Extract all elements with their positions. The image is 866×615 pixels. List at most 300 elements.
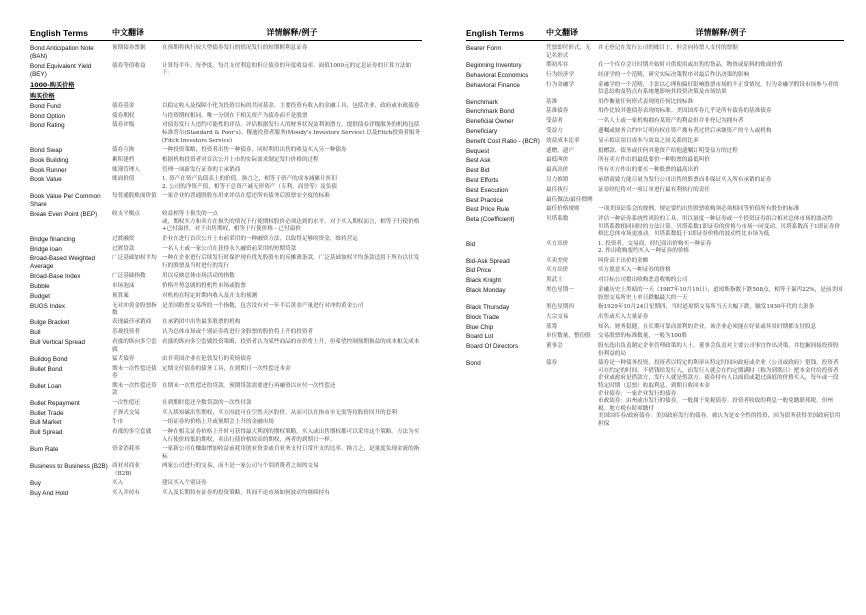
term-detail-line: 市政债券：由州或市发行的债券。一般属于免税债券。投资者收取的利息一般免缴联邦税，但州税、地方税有时须缴付: [598, 398, 833, 412]
term-detail-line: 是美国股票交易所的一个指数，包含没有对一年半后黄金产量进行对冲的黄金公司: [162, 302, 364, 309]
term-chinese: 单位数量，整份股: [546, 333, 591, 340]
term-row: [30, 63, 422, 79]
term-row: [30, 147, 422, 155]
term-detail-line: 2. 公司的净资产值，相等于总资产减无形资产（专利、商誉等）及负债: [162, 183, 337, 190]
term-english: Bridge loan: [30, 245, 62, 253]
term-detail: [162, 400, 422, 408]
term-row: [30, 446, 422, 461]
term-detail: [598, 82, 844, 97]
term-detail-line: 承销商致力能尽量为发行公司出售的股票而非保证买入所有承销的证券: [598, 176, 772, 183]
term-row: [30, 167, 422, 175]
term-detail-line: 1. 资产在资产负债表上的价值。换言之，相等于资产的成本减累计折旧: [162, 176, 337, 183]
term-english: Book Value: [30, 176, 62, 184]
term-chinese: 过渡贷款: [112, 245, 135, 252]
right-term-list: [466, 45, 844, 429]
term-detail-line: 美国国库券/政府债券：美国政府发行的债券。被认为是安全性的投资，因为债务获得美国政府信用担保: [598, 413, 841, 427]
term-chinese: 买卖差价: [546, 257, 569, 264]
term-detail-line: 用作比较其他债券表现的标准。美国国库券几乎是所有债券的基准债券: [598, 108, 772, 115]
term-detail: [162, 410, 422, 418]
term-chinese: 行为金融学: [546, 81, 574, 88]
term-detail: [162, 319, 422, 327]
term-detail: [598, 360, 844, 428]
term-chinese: 期末一次性偿还债券: [112, 365, 157, 380]
term-english: Break Even Point (BEP): [30, 211, 98, 219]
term-english: BUGS Index: [30, 302, 65, 310]
term-detail: [162, 490, 422, 498]
term-detail: [598, 108, 844, 116]
term-chinese: 收支平衡点: [112, 211, 140, 218]
term-row: [466, 333, 844, 341]
term-chinese: 基准债券: [546, 108, 569, 115]
term-chinese: 尽力推销: [546, 176, 569, 183]
term-detail: [162, 283, 422, 291]
term-detail-line: 用作衡量任何形式表现的任何比较标准: [598, 98, 694, 105]
term-english: Bond Rating: [30, 122, 65, 130]
term-detail: [598, 314, 844, 322]
term-english: Beta (Coefficient): [466, 216, 515, 224]
term-row: [466, 187, 844, 195]
term-row: [466, 287, 844, 302]
term-chinese: 黑色星期一: [546, 287, 574, 294]
term-detail-line: 在到期时偿还全数贷款的一次性付款: [162, 399, 252, 406]
term-detail-line: 一家企业的普通股股东用来评估在偿还所有债务后股票安全度的标准: [162, 193, 330, 200]
term-chinese: 每普通股账面价值: [112, 193, 157, 200]
term-english: Bull Vertical Spread: [30, 339, 85, 347]
term-row: [466, 157, 844, 165]
term-english: Benchmark: [466, 98, 498, 106]
term-row: [30, 246, 422, 254]
term-detail-line: 与投资期权相同，唯一分别在于相关资产为债券而不是股票: [162, 112, 308, 119]
term-detail: [598, 167, 844, 175]
term-detail: [598, 197, 844, 205]
term-english: Bequest: [466, 147, 490, 155]
term-english: Book Value Per Common Share: [30, 193, 101, 209]
term-row: [466, 62, 844, 70]
term-chinese: 受益方: [546, 127, 563, 134]
term-row: [30, 400, 422, 408]
term-english: Beneficiary: [466, 127, 498, 135]
term-english: Bullet Trade: [30, 409, 64, 417]
term-row: [466, 177, 844, 185]
term-english: Best Execution: [466, 186, 509, 194]
term-english: Bull Spread: [30, 429, 63, 437]
term-detail: [598, 343, 844, 358]
term-detail-line: 经济学的一个范畴，研究实际决策程序对最后作出决策的影响: [598, 71, 750, 78]
header-details: 详情解释/例子: [266, 28, 318, 37]
term-english: Bid: [466, 240, 476, 248]
term-chinese: 广泛基础指数: [112, 273, 146, 280]
term-detail-line: 股东选出负责制定企业管理政策的人士。董事会负责对主要公司事宜作出决策，并挖掘间接投资股份利益的局: [598, 343, 839, 357]
term-english: Best Bid: [466, 167, 490, 175]
term-english: Behavioral Finance: [466, 81, 520, 89]
term-english: Bid-Ask Spread: [466, 257, 510, 265]
term-row: [30, 303, 422, 318]
term-english: Bond Fund: [30, 102, 61, 110]
term-english: Bond Option: [30, 112, 66, 120]
term-detail-line: 评估一种证券系统性风险的工具，用以量度一种证券或一个投资证券组合相对总体市场的波动性: [598, 216, 833, 223]
header-rule: [466, 40, 844, 41]
term-detail-line: 叫价高于出价的金额: [598, 257, 649, 264]
term-detail-line: 债券是一种债务投资，投资者以特定的利率从特定时间向政府或企业（公司或政府）借钱。投资者可在约定的时间，不借钱给发行人，而发行人就会在约定期满时（称为到期日）把本金付给投资者: [598, 360, 839, 374]
term-english: Beneficial Owner: [466, 118, 514, 126]
term-detail-line: 由非英国企业在伦敦发行的英镑债券: [162, 356, 252, 363]
term-chinese: 一次性偿还: [112, 399, 140, 406]
term-chinese: 最佳执行: [546, 186, 569, 193]
term-chinese: 债券: [546, 360, 558, 367]
term-chinese: 商业对商业（B2B): [112, 463, 140, 477]
term-detail: [162, 383, 422, 398]
term-row: [30, 45, 422, 61]
term-row: [30, 429, 422, 444]
term-row: [466, 72, 844, 80]
term-detail-line: 价格升势急剧的投机性市场或股票: [162, 282, 246, 289]
term-row: [466, 258, 844, 266]
term-english: Behavioral Economics: [466, 71, 529, 79]
term-row: [466, 45, 844, 60]
term-english: Blue Chip: [466, 323, 494, 331]
term-detail-line: 认为总体市场或个别证券将进行金股票的股价将上升的投资者: [162, 329, 314, 336]
term-detail-line: 企业在进行首次公开上市前采用的一种融资方法，以取得足够的资金，维持营运: [162, 235, 358, 242]
term-detail: [598, 72, 844, 80]
section-label: 1000-购买价格: [30, 81, 75, 89]
term-row: [30, 339, 422, 354]
term-detail: [598, 267, 844, 275]
term-detail: [162, 211, 422, 234]
term-row: [466, 314, 844, 322]
term-detail-line: 在预期将执行较大型债券发行的情况发行的短期附利息证券: [162, 45, 308, 51]
term-english: Bulldog Bond: [30, 356, 68, 364]
term-chinese: 效益成本比率: [546, 137, 580, 144]
term-row: [466, 324, 844, 332]
term-row: [466, 343, 844, 358]
term-row: [30, 293, 422, 301]
term-chinese: 市场泡沫: [112, 282, 135, 289]
term-detail-line: 显示拟议项目成本与效益之间关系的比率: [598, 137, 699, 144]
term-row: [466, 118, 844, 126]
term-chinese: 资金消耗率: [112, 446, 140, 453]
term-chinese: 最佳价格规则: [546, 206, 580, 213]
term-detail: [162, 246, 422, 254]
term-row: [30, 319, 422, 327]
term-english: Bond Swap: [30, 146, 63, 154]
term-chinese: 账面价值: [112, 176, 135, 183]
term-detail-line: 在一个库存会计时期开始时可供使用或出售的货品，物资或原料的账面价值: [598, 61, 783, 68]
term-chinese: 黑武士: [546, 277, 563, 284]
term-row: [30, 176, 422, 191]
term-english: Buy And Hold: [30, 489, 69, 497]
term-detail-line: 金融历史上黑暗的一天（1987年10月19日），道琼斯指数下跌508点，相等于暴泻22%，是前美国股票交易所史上单日跌幅最大的一天: [598, 287, 843, 301]
term-row: [30, 480, 422, 488]
term-row: [30, 383, 422, 398]
term-detail: [162, 429, 422, 444]
term-detail-line: 一种在企业进行后续发行时保护现有优先股股东的反摊薄条款。广泛基础加权平均条款适用于所有以往发行的股票及当时进行的发行: [162, 255, 420, 269]
term-row: [30, 193, 422, 209]
left-column: [30, 24, 422, 500]
term-detail: [598, 324, 844, 332]
term-english: Best Practice: [466, 196, 504, 204]
term-english: Best Price Rule: [466, 206, 510, 214]
term-row: [30, 410, 422, 418]
term-chinese: 债券等值收益: [112, 62, 146, 69]
term-detail-line: 对债券发行人违约可能性的评估。评估根据发行人的财务状况及利润潜力。提供债券评级服务的机构包括标准普尔(Standard & Poor's)、穆迪投资者服务(Moody's Investors Service) 以及Fitch投资者服务 (Fitch Investors Service): [162, 122, 421, 144]
term-chinese: 无对冲黄金股票指数: [112, 302, 157, 317]
term-chinese: 表现最佳承销商: [112, 319, 152, 326]
term-detail: [162, 236, 422, 244]
term-row: [30, 419, 422, 427]
term-english: Bridge financing: [30, 235, 76, 243]
term-detail: [598, 118, 844, 126]
term-detail-line: 管理一项新发行证券的主承销商: [162, 166, 241, 173]
term-row: [30, 255, 422, 271]
term-detail: [598, 138, 844, 146]
term-row: [466, 360, 844, 428]
term-english: Bulge Bracket: [30, 319, 70, 327]
term-row: [466, 206, 844, 214]
term-detail-line: 并无登记在发行公司的账目上，但会向持票人支付的票据: [598, 45, 738, 51]
header-details: 详情解释/例子: [695, 28, 747, 37]
term-detail: [162, 122, 422, 145]
term-detail-line: 定期支付债券的债务工具，在到期日一次性偿还本金: [162, 365, 291, 372]
term-english: Bullet Bond: [30, 365, 63, 373]
term-detail: [162, 463, 422, 478]
term-chinese: 债券基金: [112, 102, 135, 109]
term-detail-line: 企业债券：一家企业发行的债券: [598, 390, 677, 397]
term-row: [466, 277, 844, 285]
term-english: Bull: [30, 329, 41, 337]
term-detail-line: 指1929年10月24日星期四，当时道琼斯交易所当天大幅下跌，触发1930年代的大萧条: [598, 304, 815, 311]
term-chinese: 期末一次性偿还贷款: [112, 382, 157, 397]
term-chinese: 子弹式交易: [112, 409, 140, 416]
term-row: [466, 99, 844, 107]
term-chinese: 债券互换: [112, 146, 135, 153]
term-row: [30, 283, 422, 291]
term-english: Book Building: [30, 156, 69, 164]
right-header-row: [466, 24, 844, 38]
term-detail-line: 所有买方作出的要买一种股票的最高出价: [598, 167, 699, 174]
term-detail-line: 所有卖方作出的最低要价一种股票的最低叫价: [598, 157, 710, 164]
term-english: Black Knight: [466, 277, 502, 285]
term-detail: [598, 45, 844, 60]
term-english: Best Ask: [466, 157, 491, 165]
term-chinese: 黑色星期四: [546, 304, 574, 311]
term-detail: [162, 193, 422, 209]
term-english: Black Thursday: [466, 304, 510, 312]
term-english: Book Runner: [30, 166, 67, 174]
term-row: [466, 216, 844, 239]
term-row: [466, 167, 844, 175]
term-detail: [162, 329, 422, 337]
term-english: Bullet Loan: [30, 382, 62, 390]
term-detail: [598, 177, 844, 185]
term-detail: [162, 157, 422, 165]
term-detail: [162, 103, 422, 111]
term-detail-line: 以稳定收入及保障小化为投资目标的共同基金。主要投资有收入的金融工具，包括企业、政府或市政债券: [162, 102, 420, 109]
term-row: [30, 356, 422, 364]
term-english: Bull Market: [30, 419, 62, 427]
term-english: Board Lot: [466, 333, 494, 341]
term-detail-line: 2. 作出收购要约买入一种证券的价格: [598, 248, 690, 255]
term-detail: [162, 293, 422, 301]
right-column: [466, 24, 844, 430]
term-row: [466, 304, 844, 312]
term-english: Broad-Base Index: [30, 273, 81, 281]
term-chinese: 最佳做法/最佳惯例: [546, 196, 593, 203]
term-english: Bond Anticipation Note (BAN): [30, 45, 94, 60]
term-detail: [598, 148, 844, 156]
term-chinese: 预期债券票据: [112, 45, 146, 51]
term-detail: [162, 419, 422, 427]
term-row: [466, 197, 844, 205]
term-detail: [162, 176, 422, 191]
term-detail: [598, 287, 844, 302]
term-detail: [598, 216, 844, 239]
term-chinese: 最低叫价: [546, 157, 569, 164]
term-detail: [598, 99, 844, 107]
term-chinese: 买入: [112, 480, 124, 487]
term-detail: [162, 113, 422, 121]
term-chinese: 受益者: [546, 118, 563, 125]
term-detail-line: 两家公司进行的交易，而不是一家公司与个别消费者之间的交易: [162, 463, 319, 470]
term-detail-line: 1. 投资者、交易商，经纪商出价购买一种证券: [598, 240, 712, 247]
term-chinese: 行为经济学: [546, 71, 574, 78]
term-english: Block Trade: [466, 313, 500, 321]
term-detail: [598, 258, 844, 266]
term-detail-line: 在期末一次性偿还的贷款。预期贷款需要进行再融资以应付一次性偿还: [162, 382, 336, 389]
term-detail: [598, 187, 844, 195]
term-chinese: 最高出价: [546, 167, 569, 174]
term-detail: [598, 206, 844, 214]
term-chinese: 债券期权: [112, 112, 135, 119]
term-english: Beginning Inventory: [466, 61, 522, 69]
term-english: Bond: [466, 360, 481, 368]
term-detail: [162, 366, 422, 381]
term-row: [466, 108, 844, 116]
term-detail: [162, 446, 422, 461]
term-detail: [162, 273, 422, 281]
term-chinese: 蓝筹: [546, 323, 558, 330]
term-detail-line: 一组证券的价格上升或预期会上升的金融市场: [162, 419, 274, 426]
term-row: [466, 267, 844, 275]
term-chinese: 乐观投资者: [112, 329, 140, 336]
term-row: [30, 236, 422, 244]
term-detail: [598, 62, 844, 70]
term-chinese: 大宗交易: [546, 313, 569, 320]
term-detail-line: 根据机构投资者对首次公开上市的实际需求制定发行价格的过程: [162, 156, 319, 163]
term-detail: [162, 255, 422, 271]
term-chinese: 遗赠，遗产: [546, 147, 574, 154]
term-detail: [598, 304, 844, 312]
term-row: [466, 82, 844, 97]
term-english: Board Of Directors: [466, 343, 519, 351]
term-english: Best Efforts: [466, 176, 499, 184]
term-english: Benchmark Bond: [466, 108, 515, 116]
term-row: [466, 138, 844, 146]
term-chinese: 看涨的多空套戥: [112, 429, 152, 436]
term-detail: [162, 480, 422, 488]
header-rule: [30, 40, 422, 41]
term-detail: [598, 241, 844, 256]
term-detail-line: 一名人士或一家公司在获得永久融资前采用的短期贷款: [162, 245, 297, 252]
term-row: [30, 490, 422, 498]
term-chinese: 买入并持有: [112, 489, 140, 496]
term-row: [30, 122, 422, 145]
term-detail-line: 出售或买入大量证券: [598, 313, 649, 320]
term-english: Business to Business (B2B): [30, 463, 108, 471]
term-chinese: 凭票即付形式，无记名形式: [546, 45, 591, 59]
left-header-row: [30, 24, 422, 38]
term-detail-line: 看涨的纵向多空套戥投资策略，投资者认为某些商品的市价将上升，但希望控制预期损益的成本相关成本: [162, 339, 420, 346]
term-row: [30, 113, 422, 121]
term-english: Black Monday: [466, 287, 506, 295]
term-row: [30, 273, 422, 281]
term-detail-line: 建议买入个别证券: [162, 480, 207, 487]
term-detail-line: 对机构在特定时期内收入及开支的预测: [162, 292, 258, 299]
term-chinese: 牛市: [112, 419, 124, 426]
term-detail: [162, 167, 422, 175]
term-detail-line: 在承销团中出售最多股票的机构: [162, 319, 241, 326]
term-detail-line: 证券经纪将对一项订单进行最有利执行的责任: [598, 186, 710, 193]
term-row: [466, 241, 844, 256]
header-chinese-translation: 中文翻译: [112, 28, 144, 37]
term-detail-line: 计算每半年、每季度、每月支付利息的折让债券的年度收益率。面值1000元的定息证券的计算方法如下：: [162, 62, 412, 77]
term-row: [30, 329, 422, 337]
term-chinese: 累积建档: [112, 156, 135, 163]
term-row: [466, 128, 844, 136]
term-english: Benefit Cost Ratio - (BCR): [466, 137, 540, 145]
term-detail: [162, 45, 422, 61]
term-chinese: 过渡融资: [112, 235, 135, 242]
term-detail-line: 一项美国证监会的规例，规定要约出售股票收购须必须相同等价值所有股份的标准: [598, 206, 800, 213]
term-detail-line: 遗嘱或财务合约中订明有权在资产拥有者过世后承继资产的个人或机构: [598, 127, 772, 134]
term-detail: [162, 339, 422, 354]
term-detail-line: 一种投资策略，投资者出售一种债券，同时利用出售的收益买入另一种债券: [162, 146, 347, 153]
term-chinese: 广泛基础加权平均: [112, 255, 157, 262]
term-chinese: 买方出价: [546, 267, 569, 274]
term-english: Bid Price: [466, 267, 492, 275]
term-detail-line: 买入及长期持有证券的投资策略，其间不论市场如何波动均继续持有: [162, 489, 330, 496]
term-row: [466, 148, 844, 156]
term-english: Bond Equivalent Yield (BEY): [30, 62, 92, 78]
term-detail-line: 收益相等于损失的一点: [162, 211, 218, 218]
term-english: Bearer Form: [466, 45, 502, 52]
term-detail-line: 买方愿意买入一种证券的价格: [598, 267, 671, 274]
term-detail-line: 用以反映总体市场活动的指数: [162, 273, 235, 280]
term-english: Bubble: [30, 282, 50, 290]
term-detail-line: 金融学的一个范畴，主张以心理和偏好影响股票市场的不正常情况。行为金融学假设市场参与者的信息结构及特点有系统地影响其投资决策及市场结果: [598, 81, 839, 96]
term-detail: [598, 277, 844, 285]
term-detail: [598, 157, 844, 165]
header-english-terms: English Terms: [30, 28, 88, 38]
left-term-list: [30, 45, 422, 498]
term-chinese: 买方出价: [546, 240, 569, 247]
term-english: Buy: [30, 480, 41, 488]
term-chinese: 贝塔系数: [546, 216, 569, 223]
term-chinese: 看涨的纵向多空套戥: [112, 339, 157, 353]
term-detail: [598, 128, 844, 136]
term-detail: [598, 333, 844, 341]
term-detail-line: 对目标公司提出收购恶意收购的公司: [598, 277, 688, 284]
term-detail: [162, 63, 422, 79]
term-detail-line: 一家新公司在赚取增加收益前耗用创业资金或自业务支付日常开支的比率。换言之，是量度负现金流的指标: [162, 446, 420, 460]
term-chinese: 账簿管理人: [112, 166, 140, 173]
term-english: Bullet Repayment: [30, 399, 80, 407]
term-chinese: 预算案: [112, 292, 129, 299]
term-row: [30, 103, 422, 111]
term-english: Burn Rate: [30, 446, 59, 454]
term-english: Broad-Based Weighted Average: [30, 255, 95, 271]
term-row: [30, 211, 422, 234]
term-english: Budget: [30, 292, 50, 300]
